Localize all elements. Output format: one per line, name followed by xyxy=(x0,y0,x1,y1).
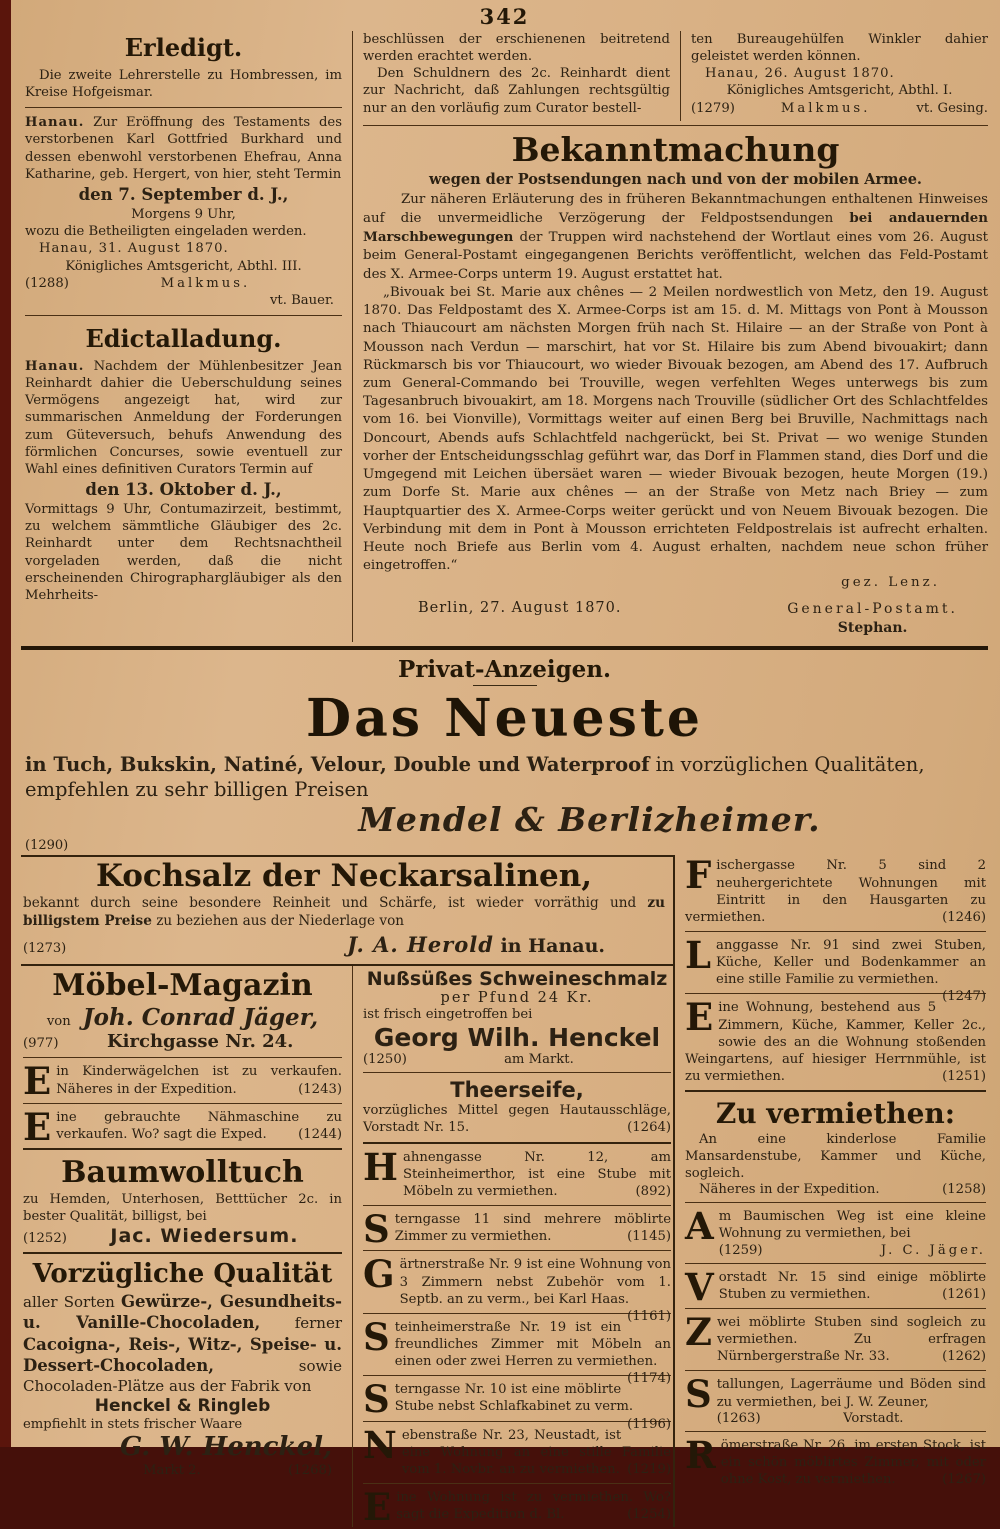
qualitaet-line: empfiehlt in stets frischer Waare xyxy=(23,1417,243,1432)
ad-hahnengasse xyxy=(363,1142,671,1200)
edictal-date: den 13. Oktober d. J., xyxy=(85,480,282,500)
zu-vermiethen-title: Zu vermiethen: xyxy=(715,1097,956,1131)
ad-ref: (892) xyxy=(635,1183,671,1199)
moebel-ref: (977) xyxy=(23,1036,59,1052)
ad-ref: (1244) xyxy=(298,1126,342,1142)
bekanntmachung-subtitle: wegen der Postsendungen nach und von der mobilen Armee. xyxy=(429,170,922,188)
baumischer-ref: (1259) xyxy=(718,1242,763,1258)
ad-ref: (1261) xyxy=(942,1286,986,1302)
baumwolltuch-seller: Jac. Wiedersum. xyxy=(110,1225,299,1248)
ad-body: Eine Wohnung ist zu vermiethen. Wo? sagt die Expedition d. Bl. xyxy=(363,1485,671,1529)
bekanntmachung-par2: „Bivouak bei St. Marie aux chênes — 2 Meilen nordwestlich von Metz, den 19. August 1870. Das Feldpostamt des X. Armee-Corps ist am 15. d. M. Mittags von Pont à Mousson nach Thiaucourt am nächsten Morgen früh nach St. Hilaire — an der Straße von Pont à Mousson nach Verdun — marschirt, hat vor St. Hilaire bis zum Abend bivouakirt; dann Rückmarsch bis vor Thiaucourt, wo wieder Bivouak bezogen, am Abend des 17. Aufbruch zum General-Commando bei Trouville, wegen verfehlten Weges unterwegs bis zum Tagesanbruch bivouakirt, am 18. Morgens nach Trouville (südlicher Ort des Schlachtfeldes vom 16. bei Vionville), Vormittags weiter auf einen Berg bei Bruville, Nachmittags nach Doncourt, Abends aufs Schlachtfeld nachgerückt, bei St. Privat — wo wenige Stunden vorher der Entscheidungsschlag geführt war, das Dorf in Flammen stand, dies Dorf und die Umgegend mit Leichen übersäet waren — wieder Bivouak bezogen, heute Morgen (19.) zum Dorfe St. Marie aux chênes — an der Straße von Metz nach Briey — zum Hauptquartier des X. Armee-Corps weiter gerückt und von Neuem Bivouak bezogen. Die Verbindung mit dem in Pont à Mousson errichteten Feldpostrelais ist aufrecht erhalten. Heute noch Briefe aus Berlin vom 4. August erhalten, nachdem neue schon früher eingetroffen.“ xyxy=(363,284,988,574)
ad-baumischer-weg xyxy=(685,1202,986,1257)
testament-court: Königliches Amtsgericht, Abthl. III. xyxy=(65,258,302,274)
ad-body: Fischergasse Nr. 5 sind 2 neuhergerichtete Wohnungen mit Eintritt in den Hausgarten zu vermiethen. xyxy=(685,853,986,925)
neueste-company: Mendel & Berlizheimer. xyxy=(358,800,821,840)
ad-ref: (1254) xyxy=(627,1507,671,1523)
neueste-title: Das Neueste xyxy=(305,688,704,750)
neueste-line xyxy=(25,753,984,802)
ad-fischergasse xyxy=(685,853,986,926)
general-postamt-block xyxy=(787,600,958,638)
section-testament-notice xyxy=(25,107,342,309)
ad-body: Sterngasse 11 sind mehrere möblirte Zimmer zu vermiethen. xyxy=(363,1207,671,1252)
bottom-two-columns xyxy=(21,964,673,1527)
moebel-owner-row xyxy=(23,1004,342,1031)
kochsalz-body-b: zu beziehen aus der Niederlage von xyxy=(151,912,405,929)
edictal-title: Edictalladung. xyxy=(85,323,282,353)
ad-wohnung-5-zimmer xyxy=(685,993,986,1085)
ad-schweineschmalz xyxy=(363,968,671,1067)
edictal-lead: Hanau. xyxy=(25,358,85,374)
zu-vermiethen-ref: (1258) xyxy=(942,1182,986,1198)
schmalz-ref: (1250) xyxy=(363,1052,407,1068)
ad-ref: (1264) xyxy=(627,1120,671,1136)
seller-name: J. A. Herold xyxy=(347,932,494,958)
schmalz-seller: Georg Wilh. Henckel xyxy=(373,1022,661,1052)
right-sig-row xyxy=(691,100,988,117)
right-vt: vt. Gesing. xyxy=(916,100,988,116)
ad-das-neueste xyxy=(21,688,988,853)
ad-body: Langgasse Nr. 91 sind zwei Stuben, Küche, Keller und Bodenkammer an eine stille Familie zu vermiethen. xyxy=(685,933,986,988)
ad-ref: (1161) xyxy=(627,1308,671,1324)
qualitaet-address-row xyxy=(23,1463,342,1478)
qualitaet-fabrik: Henckel & Ringleb xyxy=(94,1396,271,1416)
par1-c: der Truppen wird nachstehend der Wortlaut eines vom 26. August beim General-Postamt eingegangenen Berichts veröffentlicht, welchen das Feld-Postamt des X. Armee-Corps unterm 19. August erstattet hat. xyxy=(363,230,988,282)
ad-body: Ein Kinderwägelchen ist zu verkaufen. Näheres in der Expedition. xyxy=(23,1059,342,1104)
schmalz-title: Nußsüßes Schweineschmalz xyxy=(366,968,668,991)
qualitaet-ref: (1268) xyxy=(288,1463,332,1479)
ad-text xyxy=(685,1432,986,1488)
ad-body: Nebenstraße Nr. 23, Neustadt, ist eine Wohnung an eine stille Familie vom 1. Novbr. an zu vermiethen. xyxy=(363,1422,671,1477)
kochsalz-ref: (1273) xyxy=(23,941,67,957)
edictal-body2: Vormittags 9 Uhr, Contumazirzeit, bestimmt, zu welchem sämmtliche Gläubiger des 2c. Reinhardt unter dem Rechtsnachtheil vorgeladen werden, daß die nicht erscheinenden Chirographargläubiger als den Mehrheits- xyxy=(25,502,342,603)
erledigt-title: Erledigt. xyxy=(124,33,243,62)
ad-body: Eine gebrauchte Nähmaschine zu verkaufen. Wo? sagt die Exped. xyxy=(23,1104,342,1149)
section-bekanntmachung xyxy=(363,125,988,638)
ad-langgasse xyxy=(685,931,986,1005)
ad-theerseife xyxy=(363,1072,671,1136)
ad-body: Vorstadt Nr. 15 sind einige möblirte Stuben zu vermiethen. xyxy=(685,1264,986,1309)
stallungen-ref: (1263) xyxy=(716,1410,761,1426)
par1-a: Zur näheren Erläuterung des in früheren Bekanntmachungen enthaltenen Hinweises auf die unvermeidliche Verzögerung der Feldpostsendungen xyxy=(363,191,988,226)
baumwolltuch-body: zu Hemden, Unterhosen, Betttücher 2c. in bester Qualität, billigst, bei xyxy=(23,1192,342,1225)
top-row xyxy=(363,31,988,121)
ad-body: Zwei möblirte Stuben sind sogleich zu vermiethen. Zu erfragen Nürnbergerstraße Nr. 33. xyxy=(685,1309,986,1365)
qualitaet-seller: G. W. Henckel, xyxy=(120,1432,332,1463)
testament-place: Hanau, 31. August 1870. xyxy=(39,241,229,257)
schmalz-price: per Pfund 24 Kr. xyxy=(440,990,594,1007)
ad-body: Eine Wohnung, bestehend aus 5 Zimmern, Küche, Kammer, Keller 2c., sowie des an die Wohnung stoßenden Weingartens, auf hiesiger Herrnmühle, ist zu vermiethen. xyxy=(685,995,986,1085)
divider xyxy=(473,685,537,686)
ad-baumwolltuch xyxy=(23,1148,342,1247)
schmalz-address-row xyxy=(363,1052,671,1067)
ad-text: Am Baumischen Weg ist eine kleine Wohnung zu vermiethen, bei xyxy=(685,1204,986,1249)
ad-text xyxy=(685,933,986,1005)
kochsalz-seller-row xyxy=(23,932,665,957)
moebel-address: Kirchgasse Nr. 24. xyxy=(107,1031,294,1053)
schmalz-address: am Markt. xyxy=(504,1052,574,1068)
ad-ref: (1196) xyxy=(627,1416,671,1432)
right-ads-column xyxy=(673,855,988,1527)
ad-kochsalz xyxy=(21,855,673,961)
ad-text xyxy=(363,1252,671,1324)
qualitaet-address: Markt 2. xyxy=(143,1463,201,1479)
moebel-address-row xyxy=(23,1031,342,1052)
mid-continuation: beschlüssen der erschienenen beitretend werden erachtet werden. xyxy=(363,32,670,65)
right-court: Königliches Amtsgericht, Abthl. I. xyxy=(726,83,953,99)
ad-body: Sterngasse Nr. 10 ist eine möblirte Stube nebst Schlafkabinet zu verm. xyxy=(363,1377,634,1422)
schmalz-line: ist frisch eingetroffen bei xyxy=(363,1007,533,1023)
zu-vermiethen-body: An eine kinderlose Familie Mansardenstube, Kammer und Küche, sogleich. xyxy=(685,1131,986,1182)
private-ads-header xyxy=(21,656,988,686)
ad-stallungen xyxy=(685,1370,986,1425)
ad-text xyxy=(685,1264,986,1309)
private-ads-title: Privat-Anzeigen. xyxy=(397,656,612,684)
ad-text: Stallungen, Lagerräume und Böden sind zu vermiethen, bei J. W. Zeuner, xyxy=(685,1372,986,1417)
kochsalz-body xyxy=(23,895,665,930)
baumwolltuch-title: Baumwolltuch xyxy=(61,1155,304,1190)
ad-ref: (1251) xyxy=(942,1069,986,1085)
bottom-section xyxy=(21,855,988,1527)
erledigt-body: Die zweite Lehrerstelle zu Hombressen, im Kreise Hofgeismar. xyxy=(25,68,342,101)
ad-sterngasse-11 xyxy=(363,1205,671,1252)
moebel-title: Möbel-Magazin xyxy=(52,968,313,1004)
testament-body xyxy=(25,114,342,183)
par1-bold: bei andauernden Marschbewegungen xyxy=(363,210,989,246)
theerseife-body xyxy=(363,1102,671,1136)
testament-text: Zur Eröffnung des Testaments des verstorbenen Karl Gottfried Burkhard und dessen ebenwohl verstorbenen Ehefrau, Anna Katharine, geb. Hergert, von hier, steht Termin xyxy=(25,115,342,182)
kochsalz-title: Kochsalz der Neckarsalinen, xyxy=(95,858,593,895)
middle-column-top xyxy=(363,31,681,121)
testament-lead: Hanau. xyxy=(25,115,85,131)
right-place: Hanau, 26. August 1870. xyxy=(705,66,895,82)
mid-paragraph: Den Schuldnern des 2c. Reinhardt dient zur Nachricht, daß Zahlungen rechtsgültig nur an den vorläufig zum Curator bestell- xyxy=(363,66,670,116)
left-column xyxy=(21,31,353,642)
bottom-left-area xyxy=(21,855,673,1527)
moebel-owner: Joh. Conrad Jäger, xyxy=(82,1004,319,1032)
ad-ref: (1174) xyxy=(627,1371,671,1387)
office-name: General-Postamt. xyxy=(787,601,958,618)
q-seg3: ferner xyxy=(260,1314,343,1332)
kochsalz-body-bold: zu billigstem Preise xyxy=(23,895,665,929)
ad-body: Römerstraße Nr. 26, im ersten Stock, ist ein schön möblirtes Zimmer, mit oder ohne Kost, zu vermiethen. xyxy=(685,1432,986,1488)
ad-vorstadt-15 xyxy=(685,1263,986,1309)
baumwolltuch-ref: (1252) xyxy=(23,1231,67,1247)
neueste-ref: (1290) xyxy=(25,838,69,854)
ad-text xyxy=(363,1207,671,1252)
page-number: 342 xyxy=(479,4,530,29)
ad-text xyxy=(363,1485,671,1529)
testament-note: wozu die Betheiligten eingeladen werden. xyxy=(25,224,307,240)
ad-ref: (1262) xyxy=(942,1349,986,1365)
ad-ref: (1247) xyxy=(942,989,986,1005)
right-column-top xyxy=(681,31,988,121)
ad-naehmaschine xyxy=(23,1103,342,1149)
ad-text xyxy=(685,853,986,926)
ad-sterngasse-10 xyxy=(363,1375,671,1432)
ad-body: Gärtnerstraße Nr. 9 ist eine Wohnung von 3 Zimmern nebst Zubehör vom 1. Septb. an zu verm., bei Karl Haas. xyxy=(363,1252,671,1307)
qualitaet-title: Vorzügliche Qualität xyxy=(32,1259,333,1290)
bekanntmachung-title: Bekanntmachung xyxy=(511,129,840,169)
top-section xyxy=(21,31,988,650)
kochsalz-body-a: bekannt durch seine besondere Reinheit und Schärfe, ist wieder vorräthig und xyxy=(23,895,648,912)
ad-moebel-magazin xyxy=(23,968,342,1052)
bekanntmachung-par1 xyxy=(363,191,988,284)
ad-text xyxy=(685,1309,986,1365)
bekanntmachung-gez: gez. Lenz. xyxy=(841,575,940,591)
right-ref: (1279) xyxy=(691,100,735,116)
edictal-body xyxy=(25,358,342,478)
q-seg2: Gewürze-, Gesundheits- u. Vanille-Chocoladen, xyxy=(23,1291,342,1332)
left-ads-column xyxy=(21,966,353,1527)
ad-steinheimerstrasse xyxy=(363,1313,671,1387)
zu-vermiethen-note-row xyxy=(685,1182,986,1197)
testament-time: Morgens 9 Uhr, xyxy=(131,207,236,223)
edictal-text: Nachdem der Mühlenbesitzer Jean Reinhardt dahier die Ueberschuldung seines Vermögens angezeigt hat, wird zur summarischen Anmeldung der Forderungen zum Güteversuch, behufs Anwendung des förmlichen Concurses, sowie eventuell zur Wahl eines definitiven Curators Termin auf xyxy=(25,358,342,477)
baumischer-name: J. C. Jäger. xyxy=(880,1242,986,1258)
ad-ref: (1145) xyxy=(627,1229,671,1245)
ad-nebenstrasse xyxy=(363,1421,671,1478)
testament-signature: Malkmus. xyxy=(160,275,251,291)
theerseife-title: Theerseife, xyxy=(450,1078,584,1103)
seller-suffix: in Hanau. xyxy=(493,935,605,958)
section-edictalladung xyxy=(25,315,342,604)
right-continuation: ten Bureaugehülfen Winkler dahier geleistet werden können. xyxy=(691,32,988,65)
testament-date: den 7. September d. J., xyxy=(78,184,289,204)
berlin-dateline: Berlin, 27. August 1870. xyxy=(418,600,622,617)
berlin-row xyxy=(363,600,988,638)
ad-body: Hahnengasse Nr. 12, am Steinheimerthor, ist eine Stube mit Möbeln zu vermiethen. xyxy=(363,1144,671,1199)
ad-text xyxy=(23,1104,342,1149)
ad-gaertnerstrasse xyxy=(363,1250,671,1324)
middle-ads-column xyxy=(353,966,673,1527)
section-erledigt xyxy=(25,33,342,101)
top-right-area xyxy=(353,31,988,642)
ad-text xyxy=(363,1144,671,1200)
zu-vermiethen-note: Näheres in der Expedition. xyxy=(699,1182,880,1198)
ad-zu-vermiethen xyxy=(685,1090,986,1197)
ad-roemerstrasse xyxy=(685,1431,986,1488)
ad-ref: (1267) xyxy=(942,1472,986,1488)
ad-wohnung xyxy=(363,1483,671,1529)
q-seg5: sowie Chocoladen-Plätze aus der Fabrik von xyxy=(23,1357,342,1395)
neueste-materials: in Tuch, Bukskin, Natiné, Velour, Double und Waterproof xyxy=(25,753,650,777)
ad-kinderwagen xyxy=(23,1057,342,1104)
stallungen-row xyxy=(717,1411,986,1426)
ad-text xyxy=(23,1059,342,1104)
baumischer-sig-row xyxy=(719,1243,986,1258)
testament-sig-row xyxy=(25,275,342,292)
neueste-rest: in vorzüglichen Qualitäten, empfehlen zu sehr billigen Preisen xyxy=(25,753,925,801)
testament-vt: vt. Bauer. xyxy=(269,292,334,308)
office-signature: Stephan. xyxy=(837,620,908,637)
ad-ref: (1219) xyxy=(627,1461,671,1477)
ad-zwei-stuben xyxy=(685,1308,986,1365)
ad-ref: (1246) xyxy=(942,909,986,925)
testament-ref: (1288) xyxy=(25,275,69,291)
moebel-von: von xyxy=(46,1014,71,1030)
ad-ref: (1243) xyxy=(298,1081,342,1097)
kochsalz-seller xyxy=(347,932,605,957)
ad-body: Steinheimerstraße Nr. 19 ist ein freundliches Zimmer mit Möbeln an einen oder zwei Herren zu vermiethen. xyxy=(363,1314,671,1370)
stallungen-address: Vorstadt. xyxy=(843,1410,904,1426)
baumwolltuch-seller-row xyxy=(23,1225,342,1247)
qualitaet-body xyxy=(23,1291,342,1397)
q-seg1: aller Sorten xyxy=(23,1292,121,1311)
right-signature: Malkmus. xyxy=(780,100,871,116)
ad-body: vorzügliches Mittel gegen Hautausschläge, Vorstadt Nr. 15. xyxy=(363,1103,671,1136)
ad-vorzuegliche-qualitaet xyxy=(23,1252,342,1478)
q-seg4: Cacoigna-, Reis-, Witz-, Speise- u. Dessert-Chocoladen, xyxy=(23,1334,342,1375)
